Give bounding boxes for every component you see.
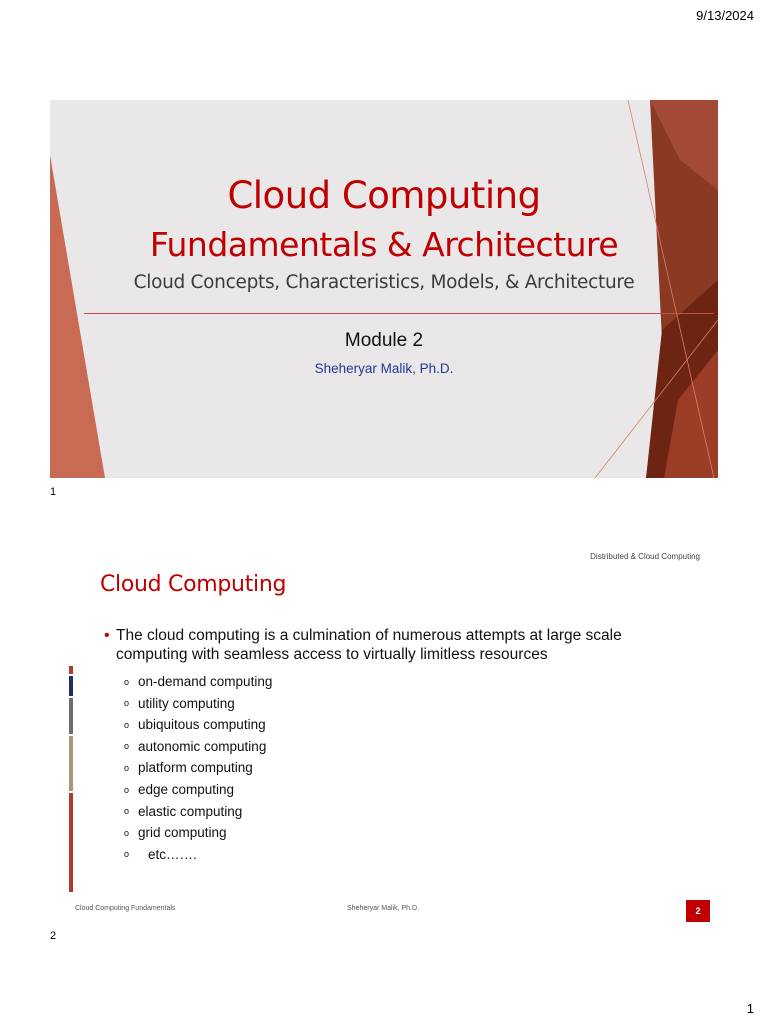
list-item: o etc…….: [124, 844, 272, 866]
list-item: o utility computing: [124, 693, 272, 715]
computing-type-list: [124, 671, 272, 865]
title-divider: [84, 313, 714, 314]
circle-bullet-icon: o: [124, 784, 130, 795]
circle-bullet-icon: o: [124, 719, 130, 730]
course-header: Distributed & Cloud Computing: [590, 552, 700, 561]
main-bullet: [104, 626, 694, 664]
circle-bullet-icon: o: [124, 806, 130, 817]
list-item: o grid computing: [124, 822, 272, 844]
bullet-dot-icon: •: [104, 627, 110, 644]
footer-course: Cloud Computing Fundamentals: [75, 905, 176, 912]
circle-bullet-icon: o: [124, 676, 130, 687]
circle-bullet-icon: o: [124, 698, 130, 709]
list-item: o elastic computing: [124, 801, 272, 823]
slide-number-badge: 2: [686, 900, 710, 922]
circle-bullet-icon: o: [124, 741, 130, 752]
sidebar-segment-red-bottom: [69, 793, 73, 892]
sidebar-segment-red-top: [69, 666, 73, 674]
circle-bullet-icon: o: [124, 849, 130, 860]
color-sidebar: [69, 666, 73, 892]
module-label: Module 2: [344, 330, 424, 351]
title-line-1: Cloud Computing: [227, 174, 541, 217]
sidebar-segment-navy: [69, 676, 73, 696]
list-item: o ubiquitous computing: [124, 714, 272, 736]
list-item: o on-demand computing: [124, 671, 272, 693]
slide-2-number: 2: [50, 930, 57, 942]
sidebar-segment-tan: [69, 736, 73, 791]
circle-bullet-icon: o: [124, 827, 130, 838]
list-item: o autonomic computing: [124, 736, 272, 758]
print-date: 9/13/2024: [696, 8, 754, 23]
sidebar-segment-gray: [69, 698, 73, 734]
content-slide: [50, 538, 718, 926]
slide-title: Cloud Computing: [100, 572, 287, 597]
footer-author: Sheheryar Malik, Ph.D.: [347, 905, 419, 912]
slide-1-number: 1: [50, 486, 57, 498]
author-name: Sheheryar Malik, Ph.D.: [314, 361, 454, 376]
page-number: 1: [746, 1001, 754, 1016]
main-bullet-text: The cloud computing is a culmination of numerous attempts at large scale computing with seamless access to virtually limitless resources: [116, 627, 622, 663]
list-item: o platform computing: [124, 757, 272, 779]
title-line-2: Fundamentals & Architecture: [149, 225, 619, 264]
circle-bullet-icon: o: [124, 763, 130, 774]
title-slide: [50, 100, 718, 478]
list-item: o edge computing: [124, 779, 272, 801]
subtitle: Cloud Concepts, Characteristics, Models, & Architecture: [133, 272, 635, 293]
